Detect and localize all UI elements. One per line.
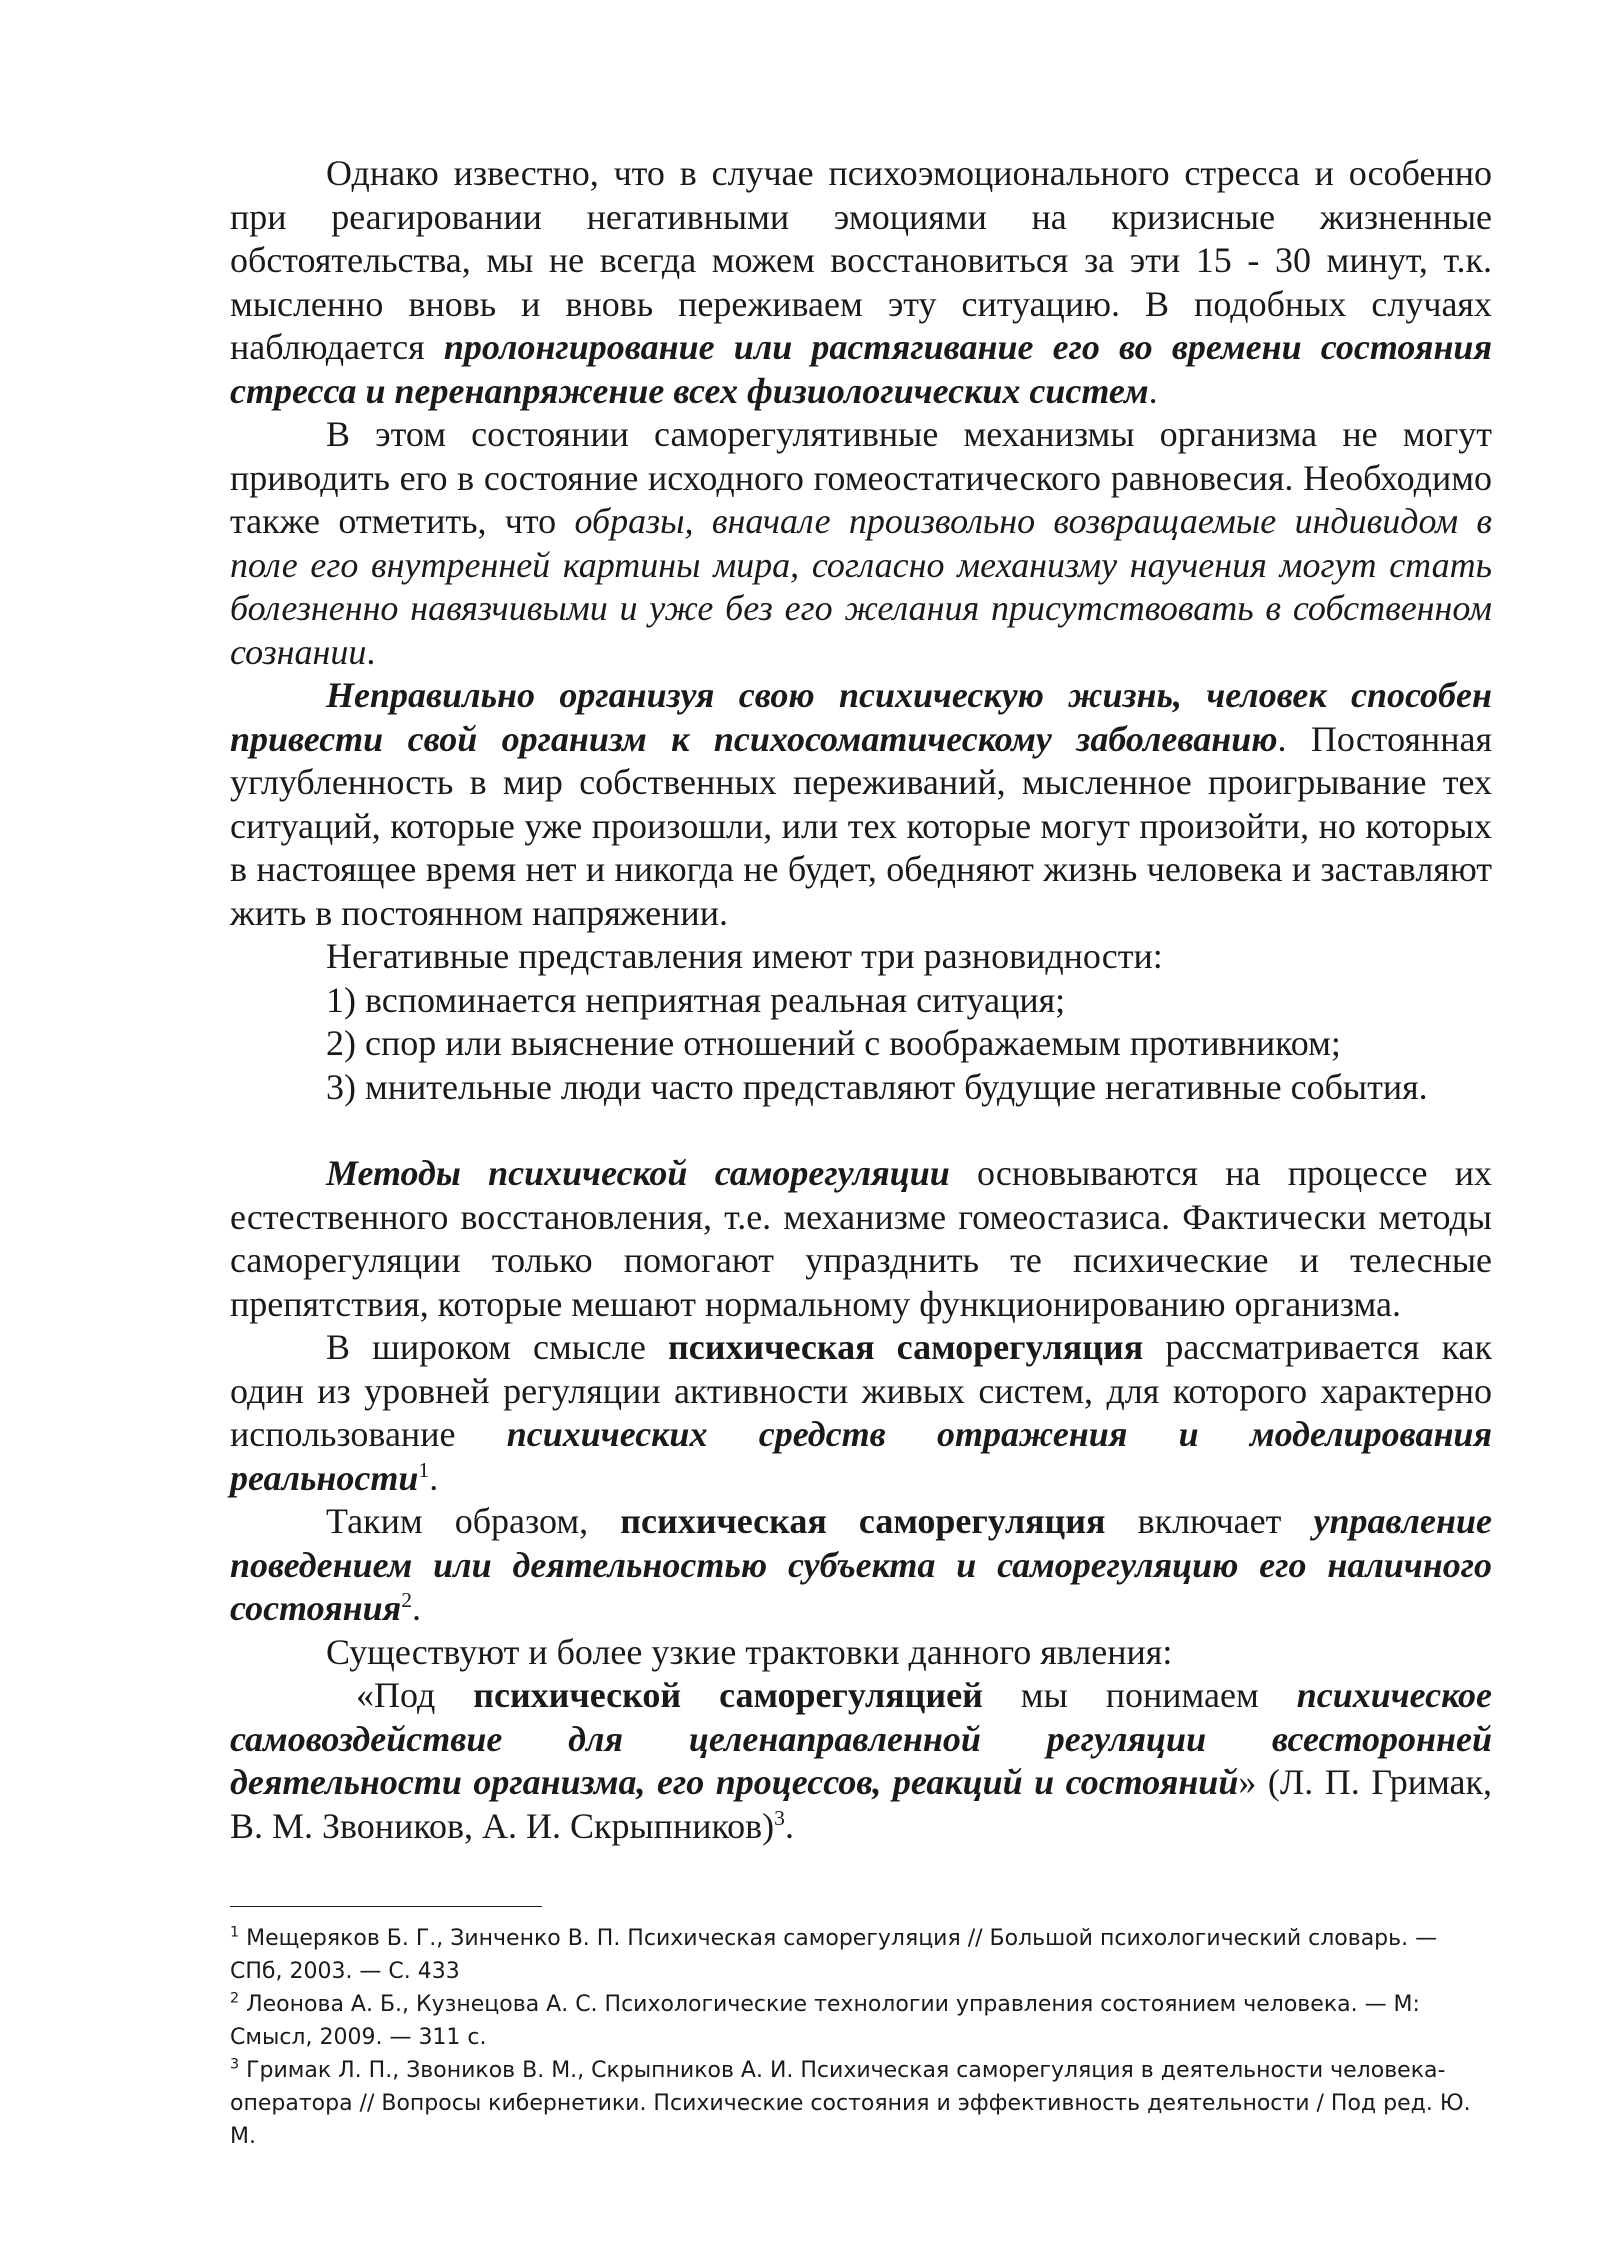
list-item: 1) вспоминается неприятная реальная ситуация; [326,979,1066,1020]
emphasis: Методы психической саморегуляции [326,1153,950,1193]
footnote-ref[interactable]: 1 [418,1457,430,1482]
footnote-number: 2 [230,1990,240,2007]
footnote-text: Леонова А. Б., Кузнецова А. С. Психологические технологии управления состоянием человека. — М: Смысл, 2009. — 311 с. [230,1992,1420,2050]
term: психической саморегуляцией [473,1675,983,1715]
paragraph: Однако известно, что в случае психоэмоционального стресса и особенно при реагировании негативными эмоциями на кризисные жизненные обстоятельства, мы не всегда можем восстановиться за эти 15 - 30 минут, т.к. мысленно вновь и вновь переживаем эту ситуацию. В подобных случаях наблюдается пролонгирование или растягивание его во времени состояния стресса и перенапряжение всех физиологических систем. [230,153,1492,411]
footnote [230,2054,1492,2153]
footnote-number: 1 [230,1924,240,1941]
footnote-separator [230,1906,542,1907]
footnotes [230,1922,1492,2153]
footnote [230,1922,1492,1988]
list-item: 2) спор или выяснение отношений с воображаемым противником; [326,1023,1341,1063]
body-text [230,152,1492,1848]
footnote-ref[interactable]: 3 [774,1805,785,1830]
paragraph: Существуют и более узкие трактовки данного явления: [326,1631,1173,1672]
paragraph: Методы психической саморегуляции основываются на процессе их естественного восстановления, т.е. механизме гомеостазиса. Фактически методы саморегуляции только помогают упразднить те психические и телесные препятствия, которые мешают нормальному функционированию организма. [230,1153,1492,1324]
emphasis: Неправильно организуя свою психическую жизнь, человек способен привести свой организм к психосоматическому заболеванию [230,675,1492,759]
footnote-text: Мещеряков Б. Г., Зинченко В. П. Психическая саморегуляция // Большой психологический словарь. — СПб, 2003. — С. 433 [230,1926,1438,1984]
paragraph: Неправильно организуя свою психическую жизнь, человек способен привести свой организм к психосоматическому заболеванию. Постоянная углубленность в мир собственных переживаний, мысленное проигрывание тех ситуаций, которые уже произошли, или тех которые могут произойти, но которых в настоящее время нет и никогда не будет, обедняют жизнь человека и заставляют жить в постоянном напряжении. [230,675,1493,933]
footnote-number: 3 [230,2056,240,2073]
emphasis: психическое самовоздействие для целенаправленной регуляции всесторонней деятельности организма, его процессов, реакций и состояний [230,1675,1492,1802]
quote-paragraph: «Под психической саморегуляцией мы понимаем психическое самовоздействие для целенаправленной регуляции всесторонней деятельности организма, его процессов, реакций и состояний» (Л. П. Гримак, В. М. Звоников, А. И. Скрыпников)$^3$. [230,1675,1493,1846]
paragraph: Таким образом, психическая саморегуляция включает управление поведением или деятельностью субъекта и саморегуляцию его наличного состояния$^2$. [230,1501,1492,1628]
emphasis: управление поведением или деятельностью субъекта и саморегуляцию его наличного состояния [230,1501,1492,1628]
paragraph: В этом состоянии саморегулятивные механизмы организма не могут приводить его в состояние исходного гомеостатического равновесия. Необходимо также отметить, что образы, вначале произвольно возвращаемые индивидом в поле его внутренней картины мира, согласно механизму научения могут стать болезненно навязчивыми и уже без его желания присутствовать в собственном сознании. [230,414,1493,672]
emphasis: пролонгирование или растягивание его во времени состояния стресса и перенапряжение всех физиологических систем [230,327,1492,411]
paragraph: В широком смысле психическая саморегуляция рассматривается как один из уровней регуляции активности живых систем, для которого характерно использование психических средств отражения и моделирования реальности$^1$. [230,1327,1493,1498]
footnote-ref[interactable]: 2 [401,1588,413,1612]
emphasis: психических средств отражения и моделирования реальности [230,1414,1492,1498]
footnote-text: Гримак Л. П., Звоников В. М., Скрыпников А. И. Психическая саморегуляция в деятельности человека-оператора // Вопросы кибернетики. Психические состояния и эффективность деятельности / Под ред. Ю. М. [230,2058,1471,2149]
term: психическая саморегуляция [620,1501,1106,1541]
term: психическая саморегуляция [667,1327,1144,1367]
list-item: 3) мнительные люди часто представляют будущие негативные события. [326,1066,1428,1107]
paragraph: Негативные представления имеют три разновидности: [326,936,1163,976]
emphasis: образы, вначале произвольно возвращаемые индивидом в поле его внутренней картины мира, согласно механизму научения могут стать болезненно навязчивыми и уже без его желания присутствовать в собственном сознании [230,501,1493,672]
footnote [230,1988,1492,2054]
